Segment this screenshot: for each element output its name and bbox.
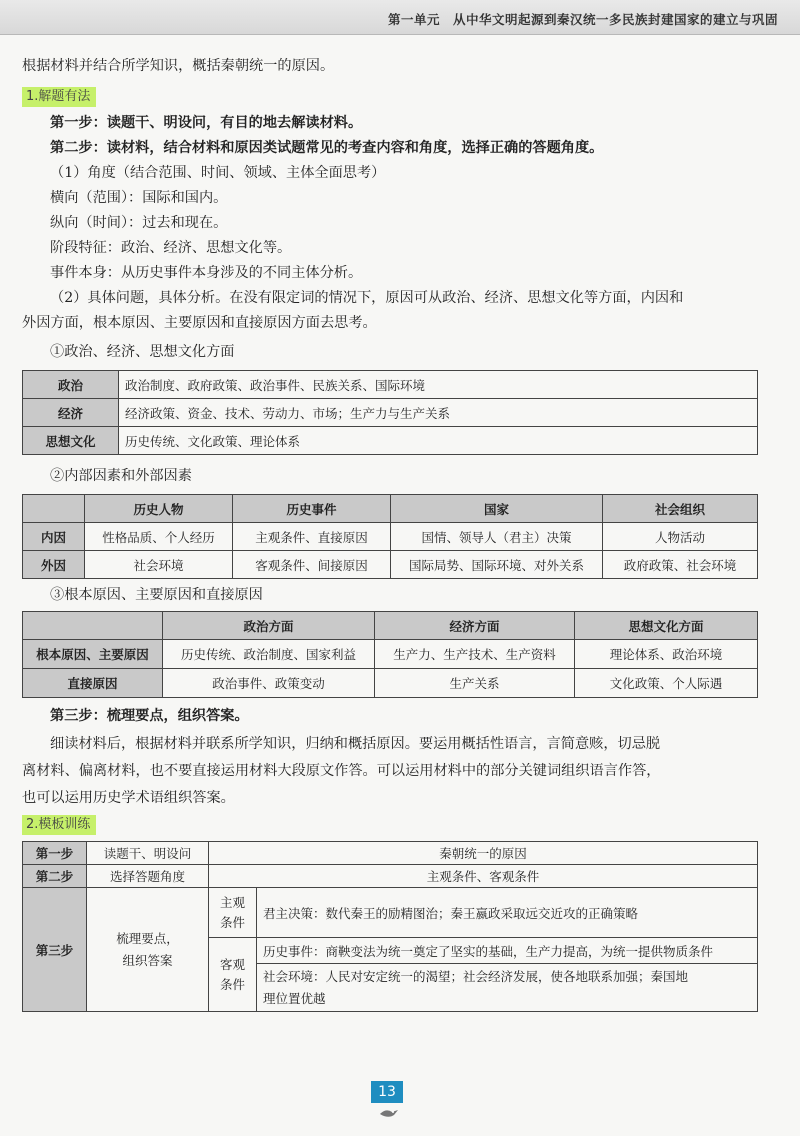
table-cell: 政府政策、社会环境 <box>603 551 758 579</box>
table-cell: 主观条件、直接原因 <box>233 523 391 551</box>
page-number: 13 <box>371 1081 403 1103</box>
subjective-label-line: 主观 <box>219 894 245 910</box>
table-cell: 性格品质、个人经历 <box>85 523 233 551</box>
subheading-3: ③根本原因、主要原因和直接原因 <box>50 587 263 603</box>
table-cell: 人物活动 <box>603 523 758 551</box>
table-cell: 历史传统、文化政策、理论体系 <box>119 427 758 455</box>
objective-label <box>209 938 257 1012</box>
template-table <box>22 841 758 1012</box>
step-action <box>87 888 209 1012</box>
table-row-head: 思想文化 <box>23 427 119 455</box>
step2-text: 第二步：读材料，结合材料和原因类试题常见的考查内容和角度，选择正确的答题角度。 <box>50 140 604 156</box>
table-cell: 生产力、生产技术、生产资料 <box>375 640 575 669</box>
para3-line-2: 离材料、偏离材料，也不要直接运用材料大段原文作答。可以运用材料中的部分关键词组织语言作答， <box>22 763 661 779</box>
table-cell: 生产关系 <box>375 669 575 698</box>
bird-icon <box>378 1106 400 1120</box>
table-cell: 理论体系、政治环境 <box>575 640 758 669</box>
factor-table <box>22 370 758 455</box>
subheading-1: ①政治、经济、思想文化方面 <box>50 344 235 360</box>
table-row-head: 内因 <box>23 523 85 551</box>
cause-level-table <box>22 611 758 698</box>
table-cell: 历史传统、政治制度、国家利益 <box>163 640 375 669</box>
step-action: 读题干、明设问 <box>87 842 209 865</box>
step-label: 第一步 <box>23 842 87 865</box>
page-header <box>0 0 800 35</box>
table-row-head: 经济 <box>23 399 119 427</box>
table-cell: 政治制度、政府政策、政治事件、民族关系、国际环境 <box>119 371 758 399</box>
table-cell: 客观条件、间接原因 <box>233 551 391 579</box>
objective-content-line: 社会环境：人民对安定统一的渴望；社会经济发展，使各地联系加强；秦国地 <box>263 968 689 984</box>
para2-line-1: （2）具体问题，具体分析。在没有限定词的情况下，原因可从政治、经济、思想文化等方面，内因和 <box>50 290 684 306</box>
step-label: 第二步 <box>23 865 87 888</box>
subjective-label <box>209 888 257 938</box>
para3-line-1: 细读材料后，根据材料并联系所学知识，归纳和概括原因。要运用概括性语言，言简意赅，切忌脱 <box>50 736 661 752</box>
table-header: 经济方面 <box>375 612 575 640</box>
step1-text: 第一步：读题干、明设问，有目的地去解读材料。 <box>50 115 363 131</box>
step-action: 选择答题角度 <box>87 865 209 888</box>
objective-label-line: 条件 <box>219 976 245 992</box>
table-header-corner <box>23 612 163 640</box>
header-title: 第一单元 从中华文明起源到秦汉统一多民族封建国家的建立与巩固 <box>387 12 778 27</box>
para3-line-3: 也可以运用历史学术语组织答案。 <box>22 790 235 806</box>
table-header: 政治方面 <box>163 612 375 640</box>
objective-content-1: 历史事件：商鞅变法为统一奠定了坚实的基础，生产力提高，为统一提供物质条件 <box>257 938 758 964</box>
table-cell: 国情、领导人（君主）决策 <box>391 523 603 551</box>
table-header: 思想文化方面 <box>575 612 758 640</box>
objective-label-line: 客观 <box>219 956 245 972</box>
internal-external-table <box>22 494 758 579</box>
table-cell: 政治事件、政策变动 <box>163 669 375 698</box>
table-cell: 社会环境 <box>85 551 233 579</box>
section-label-1: 1.解题有法 <box>22 87 96 107</box>
table-cell: 国际局势、国际环境、对外关系 <box>391 551 603 579</box>
angle-line-2: 横向（范围）：国际和国内。 <box>50 190 228 206</box>
intro-question: 根据材料并结合所学知识，概括秦朝统一的原因。 <box>22 58 335 74</box>
step-action-line: 梳理要点， <box>116 930 179 946</box>
step3-text: 第三步：梳理要点，组织答案。 <box>50 708 249 724</box>
table-cell: 文化政策、个人际遇 <box>575 669 758 698</box>
section-label-2: 2.模板训练 <box>22 815 96 835</box>
step-action-line: 组织答案 <box>122 952 173 968</box>
subheading-2: ②内部因素和外部因素 <box>50 468 192 484</box>
table-row-head: 政治 <box>23 371 119 399</box>
para2-line-2: 外因方面，根本原因、主要原因和直接原因方面去思考。 <box>22 315 377 331</box>
objective-content-2 <box>257 964 758 1012</box>
step-label: 第三步 <box>23 888 87 1012</box>
table-header-corner <box>23 495 85 523</box>
table-row-head: 外因 <box>23 551 85 579</box>
table-cell: 经济政策、资金、技术、劳动力、市场；生产力与生产关系 <box>119 399 758 427</box>
table-header: 社会组织 <box>603 495 758 523</box>
angle-line-5: 事件本身：从历史事件本身涉及的不同主体分析。 <box>50 265 363 281</box>
step-content: 主观条件、客观条件 <box>209 865 758 888</box>
table-header: 国家 <box>391 495 603 523</box>
subjective-content: 君主决策：数代秦王的励精图治；秦王嬴政采取远交近攻的正确策略 <box>257 888 758 938</box>
table-header: 历史人物 <box>85 495 233 523</box>
table-header: 历史事件 <box>233 495 391 523</box>
objective-content-line: 理位置优越 <box>263 990 326 1006</box>
subjective-label-line: 条件 <box>219 914 245 930</box>
angle-line-1: （1）角度（结合范围、时间、领域、主体全面思考） <box>50 165 386 181</box>
step-content: 秦朝统一的原因 <box>209 842 758 865</box>
angle-line-3: 纵向（时间）：过去和现在。 <box>50 215 228 231</box>
angle-line-4: 阶段特征：政治、经济、思想文化等。 <box>50 240 292 256</box>
table-row-head: 根本原因、主要原因 <box>23 640 163 669</box>
table-row-head: 直接原因 <box>23 669 163 698</box>
